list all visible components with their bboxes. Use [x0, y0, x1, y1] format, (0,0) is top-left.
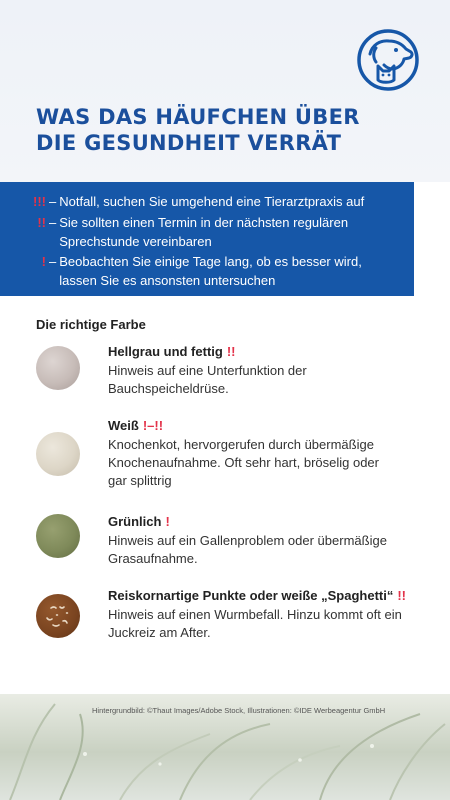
title-line-2: DIE GESUNDHEIT VERRÄT	[36, 131, 342, 155]
alert-marks: !!	[37, 215, 46, 230]
alert-marks: !–!!	[142, 418, 164, 433]
legend-item-emergency	[20, 192, 389, 211]
alert-marks: !	[165, 514, 170, 529]
legend-dash: –	[49, 254, 57, 269]
dog-cat-logo-icon	[356, 28, 420, 92]
alert-marks: !!	[397, 588, 407, 603]
alert-marks: !!!	[33, 194, 46, 209]
entry-title	[108, 418, 163, 433]
page-title	[36, 104, 360, 156]
image-credit: Hintergrundbild: ©Thaut Images/Adobe Stock, Illustrationen: ©IDE Werbeagentur GmbH	[92, 706, 386, 715]
alert-marks: !!	[226, 344, 236, 359]
entry-description: Knochenkot, hervorgerufen durch übermäßige Knochenaufnahme. Oft sehr hart, bröselig oder gar splittrig	[108, 437, 379, 488]
legend-text: Notfall, suchen Sie umgehend eine Tierarztpraxis auf	[59, 194, 365, 209]
entry-title-text: Weiß	[108, 418, 139, 433]
entry-title	[108, 344, 236, 359]
section-heading: Die richtige Farbe	[36, 317, 146, 332]
legend-dash: –	[49, 215, 57, 230]
legend-item-observe	[20, 252, 389, 290]
swatch-light-grey	[36, 346, 80, 390]
entry-title-text: Reiskornartige Punkte oder weiße „Spaghetti“	[108, 588, 394, 603]
swatch-greenish	[36, 514, 80, 558]
urgency-legend	[0, 182, 414, 296]
swatch-brown-worms	[36, 594, 80, 638]
legend-text: Beobachten Sie einige Tage lang, ob es besser wird, lassen Sie es ansonsten untersuchen	[59, 254, 362, 288]
legend-dash: –	[49, 194, 57, 209]
entry-title	[108, 588, 406, 603]
entry-description: Hinweis auf ein Gallenproblem oder übermäßige Grasaufnahme.	[108, 533, 387, 566]
legend-item-appointment	[20, 213, 389, 251]
entry-title-text: Grünlich	[108, 514, 162, 529]
worm-spots-icon	[36, 594, 80, 638]
alert-marks: !	[41, 254, 46, 269]
legend-text: Sie sollten einen Termin in der nächsten regulären Sprechstunde vereinbaren	[59, 215, 349, 249]
entry-title	[108, 514, 170, 529]
entry-title-text: Hellgrau und fettig	[108, 344, 223, 359]
entry-description: Hinweis auf einen Wurmbefall. Hinzu kommt oft ein Juckreiz am After.	[108, 607, 402, 640]
entry-description: Hinweis auf eine Unterfunktion der Bauchspeicheldrüse.	[108, 363, 307, 396]
swatch-white	[36, 432, 80, 476]
title-line-1: WAS DAS HÄUFCHEN ÜBER	[36, 105, 360, 129]
